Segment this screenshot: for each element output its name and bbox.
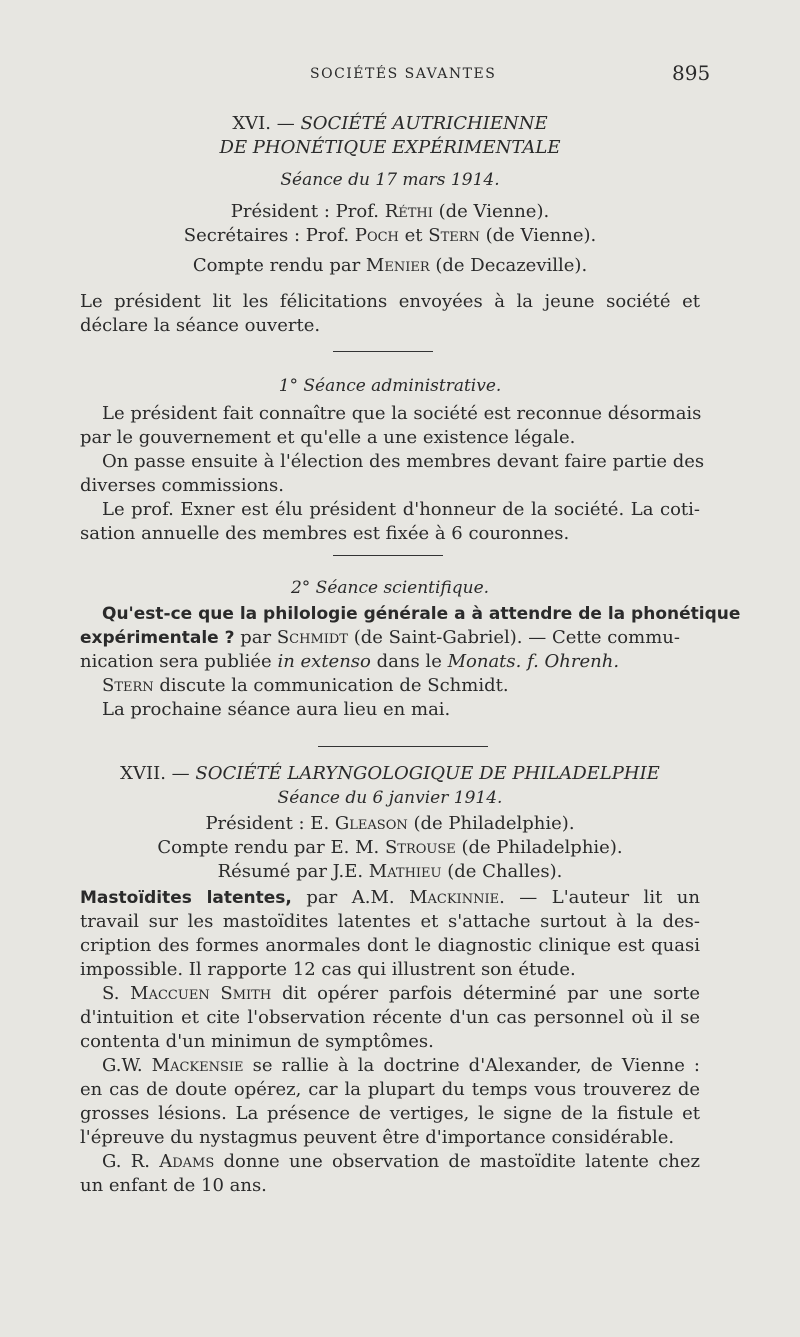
body-line: Le prof. Exner est élu président d'honneur de la société. La coti- [102, 499, 700, 520]
body-line: l'épreuve du nystagmus peuvent être d'importance considérable. [80, 1127, 675, 1148]
secretaries-line [80, 224, 700, 248]
body-text: (de Saint-Gabriel). — Cette commu- [353, 627, 680, 648]
person-name: Stern [102, 675, 154, 696]
society-name: SOCIÉTÉ LARYNGOLOGIQUE DE PHILADELPHIE [195, 763, 660, 784]
session-date: Séance du 6 janvier 1914. [277, 788, 503, 808]
section-divider [333, 351, 433, 352]
by-word: par [240, 627, 272, 648]
report-line [80, 836, 700, 860]
section-number: XVI. — [232, 113, 295, 134]
initials: S. [102, 983, 120, 1004]
body-line: déclare la séance ouverte. [80, 315, 321, 336]
running-head: SOCIÉTÉS SAVANTES [310, 66, 497, 82]
summary-line [80, 860, 700, 884]
reporter-place: (de Decazeville). [435, 255, 588, 276]
body-text: donne une observation de mastoïdite latente chez [223, 1151, 701, 1172]
person-name: Adams [159, 1151, 215, 1172]
author-name: Mackinnie. [409, 887, 505, 908]
president-place: (de Philadelphie). [413, 813, 575, 834]
reporter-name: Strouse [384, 837, 456, 858]
body-line [80, 650, 619, 674]
body-line: d'intuition et cite l'observation récente d'un cas personnel où il se [80, 1007, 700, 1028]
subsection-title: 1° Séance administrative. [278, 376, 502, 396]
president-name: Réthi [384, 201, 433, 222]
body-line [102, 1054, 700, 1078]
summarizer-place: (de Challes). [447, 861, 563, 882]
body-line: en cas de doute opérez, car la plupart du temps vous trouverez de [80, 1079, 700, 1100]
secretaries-label: Secrétaires : Prof. [183, 225, 350, 246]
by-word: par A.M. [306, 887, 395, 908]
president-label: Président : E. [205, 813, 330, 834]
body-line: sation annuelle des membres est fixée à 6 couronnes. [80, 523, 570, 544]
person-name: Mackensie [151, 1055, 244, 1076]
body-text: discute la communication de Schmidt. [159, 675, 509, 696]
initials: G. R. [102, 1151, 150, 1172]
page-number: 895 [672, 61, 711, 85]
initials: G.W. [102, 1055, 143, 1076]
paper-title-end: expérimentale ? [80, 628, 235, 648]
reporter-name: Menier [365, 255, 430, 276]
paper-title-line [80, 886, 700, 910]
session-date: Séance du 17 mars 1914. [280, 170, 500, 190]
body-text: dans le [376, 651, 442, 672]
journal-name: Monats. f. Ohrenh. [447, 651, 620, 672]
body-line: travail sur les mastoïdites latentes et s'attache surtout à la des- [80, 911, 700, 932]
section-xvi-heading-cont: DE PHONÉTIQUE EXPÉRIMENTALE [219, 137, 561, 158]
report-line [80, 254, 700, 278]
body-text: — L'auteur lit un [519, 887, 700, 908]
president-name: Gleason [334, 813, 408, 834]
section-xvii-heading [80, 762, 700, 786]
section-number: XVII. — [120, 763, 190, 784]
body-line: Le président fait connaître que la société est reconnue désormais [102, 403, 702, 424]
society-name: SOCIÉTÉ AUTRICHIENNE [300, 113, 548, 134]
author-name: Schmidt [276, 627, 348, 648]
summarizer-name: Mathieu [368, 861, 442, 882]
body-text: nication sera publiée [80, 651, 272, 672]
report-label: Compte rendu par E. M. [157, 837, 380, 858]
reporter-place: (de Philadelphie). [461, 837, 623, 858]
body-line: par le gouvernement et qu'elle a une existence légale. [80, 427, 576, 448]
body-line [102, 674, 509, 698]
paper-title-line [80, 626, 700, 650]
body-line: contenta d'un minimun de symptômes. [80, 1031, 434, 1052]
body-line: cription des formes anormales dont le diagnostic clinique est quasi [80, 935, 700, 956]
body-line: On passe ensuite à l'élection des membres devant faire partie des [102, 451, 705, 472]
body-text: se rallie à la doctrine d'Alexander, de Vienne : [252, 1055, 700, 1076]
body-line: grosses lésions. La présence de vertiges, le signe de la fistule et [80, 1103, 700, 1124]
secretaries-place: (de Vienne). [485, 225, 597, 246]
body-line: La prochaine séance aura lieu en mai. [102, 699, 451, 720]
page-header [0, 61, 800, 92]
president-line [80, 812, 700, 836]
body-line: diverses commissions. [80, 475, 284, 496]
body-text: dit opérer parfois déterminé par une sorte [281, 983, 700, 1004]
body-line [102, 1150, 700, 1174]
secretary-name: Stern [428, 225, 480, 246]
report-label: Compte rendu par [192, 255, 361, 276]
secretary-name: Poch [354, 225, 399, 246]
section-divider [318, 746, 488, 747]
president-place: (de Vienne). [438, 201, 550, 222]
conjunction: et [404, 225, 423, 246]
summary-label: Résumé par J.E. [217, 861, 364, 882]
person-name: Maccuen Smith [130, 983, 272, 1004]
body-line [102, 982, 700, 1006]
body-line: Le président lit les félicitations envoyées à la jeune société et [80, 291, 700, 312]
subsection-title: 2° Séance scientifique. [290, 578, 490, 598]
section-divider [333, 555, 443, 556]
paper-title: Mastoïdites latentes, [80, 888, 292, 908]
body-line: un enfant de 10 ans. [80, 1175, 267, 1196]
president-line [80, 200, 700, 224]
italic-text: in extenso [277, 651, 371, 672]
body-line: impossible. Il rapporte 12 cas qui illustrent son étude. [80, 959, 576, 980]
paper-title: Qu'est-ce que la philologie générale a à attendre de la phonétique [102, 604, 741, 624]
section-xvi-heading [80, 112, 700, 136]
president-label: Président : Prof. [230, 201, 379, 222]
